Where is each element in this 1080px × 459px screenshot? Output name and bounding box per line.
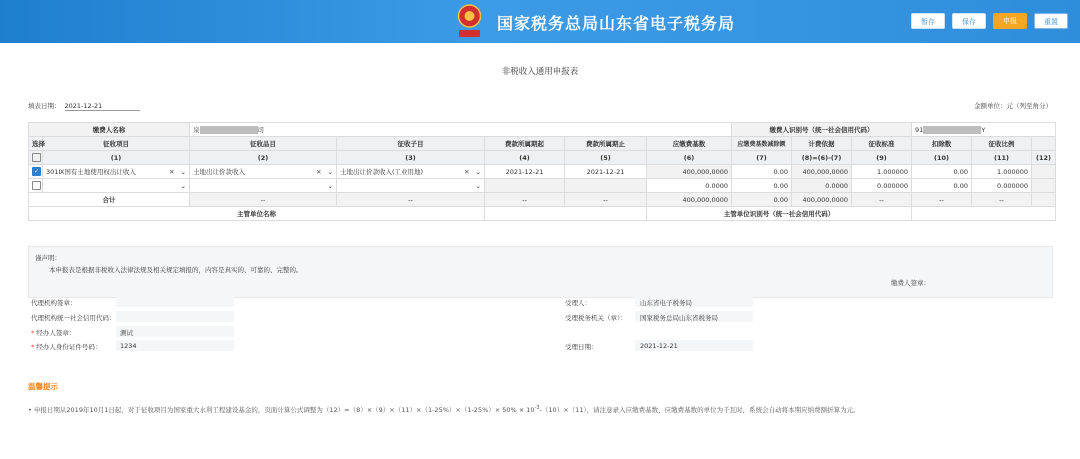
payer-id-label: 缴费人识别号（统一社会信用代码）: [732, 123, 912, 137]
fill-date-input[interactable]: 2021-12-21: [65, 102, 140, 111]
handler-signature-row: [31, 328, 75, 337]
subitem-select[interactable]: [337, 165, 485, 179]
page-title: 非税收入通用申报表: [501, 67, 579, 77]
handler-id-row: [31, 342, 101, 351]
base-input[interactable]: 0.0000: [647, 179, 732, 193]
total-row: [29, 193, 1056, 207]
payer-name-value: [190, 123, 732, 137]
handler-signature-value: 测试: [120, 329, 133, 337]
row-checkbox[interactable]: [29, 165, 43, 179]
period-start-input[interactable]: 2021-12-21: [485, 165, 565, 179]
standard-value: 0.000000: [852, 179, 912, 193]
chevron-down-icon: ⌄: [327, 167, 333, 176]
deduct-value: 0.00: [912, 179, 972, 193]
handler-signature-label: 经办人签章：: [36, 329, 76, 337]
competent-unit-id-value: [912, 207, 1056, 221]
col-header: 应缴费基数减除额: [732, 137, 792, 151]
top-banner: [0, 0, 1080, 43]
receive-date-label: 受理日期：: [565, 343, 598, 351]
declaration-text: 本申报表是根据非税收入法律法规及相关规定填报的，内容是真实的、可靠的、完整的。: [49, 266, 303, 274]
declaration-table: [28, 122, 1056, 221]
payer-signature-label: 缴费人签章：: [891, 279, 930, 287]
col-header: 费款所属期止: [565, 137, 647, 151]
col-number: (9): [852, 151, 912, 165]
site-title: 国家税务总局山东省电子税务局: [497, 14, 736, 33]
col-header: 计费依据: [792, 137, 852, 151]
col-number: (3): [337, 151, 485, 165]
total-basis: 400,000,0000: [792, 193, 852, 207]
col-header: 应缴费基数: [647, 137, 732, 151]
redacted-block: [200, 126, 258, 134]
payer-id-prefix: 91: [915, 125, 924, 134]
check-icon: ✓: [33, 168, 40, 175]
col-header: 征收子目: [337, 137, 485, 151]
required-marker: *: [31, 343, 37, 351]
amount-unit: 金额单位：元（列至角分）: [974, 102, 1052, 110]
subitem-select[interactable]: [337, 179, 485, 193]
deduction-input[interactable]: 0.00: [732, 165, 792, 179]
required-marker: *: [31, 329, 37, 337]
ratio-value: 1.000000: [972, 165, 1032, 179]
payer-id-value: [912, 123, 1056, 137]
dash: --: [852, 193, 912, 207]
chevron-down-icon: ⌄: [327, 181, 333, 190]
handler-id-label: 经办人身份证件号码：: [36, 343, 102, 351]
competent-unit-label: 主管单位名称: [29, 207, 485, 221]
dash: --: [912, 193, 972, 207]
payer-name-suffix: 司: [257, 126, 264, 134]
receiver-value: 山东省电子税务局: [640, 299, 692, 307]
category-select-value: 土地出让价款收入: [193, 168, 245, 176]
handler-id-value: 1234: [120, 342, 137, 350]
fill-date: [28, 101, 140, 111]
col-number: (7): [732, 151, 792, 165]
handler-signature-input[interactable]: [116, 326, 234, 337]
col-number: (4): [485, 151, 565, 165]
clear-icon[interactable]: ✕: [316, 167, 322, 176]
basis-value: 400,000,0000: [792, 165, 852, 179]
dash: --: [485, 193, 565, 207]
chevron-down-icon: ⌄: [475, 181, 481, 190]
tax-emblem-icon: [456, 3, 483, 39]
tips-exponent: -3: [534, 405, 540, 411]
tips-text-part: -（10）×（11），请注意录入应缴费基数，应缴费基数的单位为千瓦时，系统会自动将本期应纳费额折算为元。: [539, 406, 860, 415]
col-header: 选择: [29, 137, 43, 151]
dash: --: [972, 193, 1032, 207]
dash: --: [565, 193, 647, 207]
tips-heading: 温馨提示: [28, 382, 58, 391]
payer-id-suffix: Y: [981, 125, 986, 134]
chevron-down-icon: ⌄: [475, 167, 481, 176]
col-number: (2): [190, 151, 337, 165]
total-deduction: 0.00: [732, 193, 792, 207]
col-header: 费款所属期起: [485, 137, 565, 151]
receive-date-value: 2021-12-21: [640, 342, 678, 350]
declaration-box: [28, 246, 1053, 298]
declaration-title: 谨声明：: [35, 254, 61, 262]
category-select[interactable]: [190, 165, 337, 179]
payer-name-prefix: 泉: [193, 126, 200, 134]
redacted-block: [923, 126, 981, 134]
dash: --: [337, 193, 485, 207]
reset-button[interactable]: 重置: [1034, 13, 1068, 29]
item-select[interactable]: [43, 165, 190, 179]
item-select[interactable]: [43, 179, 190, 193]
col-number: (5): [565, 151, 647, 165]
clear-icon[interactable]: ✕: [169, 167, 175, 176]
period-start-input[interactable]: [485, 179, 565, 193]
receiving-org-value: 国家税务总局山东省税务局: [640, 314, 718, 322]
base-input[interactable]: 400,000,0000: [647, 165, 732, 179]
col-header: 扣除数: [912, 137, 972, 151]
period-end-input[interactable]: [565, 179, 647, 193]
payer-name-label: 缴费人名称: [29, 123, 190, 137]
agency-credit-code-input[interactable]: [116, 311, 234, 322]
tips-text-part: 申报日期从2019年10月1日起，对于征收项目为国家重大水利工程建设基金的，页面计算公式调整为（12）=（8）×（9）×（11）×（1-25%）×（1-25%）× 50% × 10: [33, 406, 535, 415]
table-row: [29, 165, 1056, 179]
col-number: (1): [43, 151, 190, 165]
col-header: 征收比例: [972, 137, 1032, 151]
ratio-value: 0.000000: [972, 179, 1032, 193]
table-row: [29, 179, 1056, 193]
competent-unit-id-label: 主管单位识别号（统一社会信用代码）: [647, 207, 912, 221]
col-number: (8)=(6)-(7): [792, 151, 852, 165]
agency-signature-label: 代理机构签章：: [31, 299, 77, 307]
col-number: (10): [912, 151, 972, 165]
agency-credit-code-label: 代理机构统一社会信用代码：: [31, 314, 116, 322]
col-header: [1032, 137, 1056, 151]
draft-save-button[interactable]: 暂存: [911, 13, 945, 29]
standard-value: 1.000000: [852, 165, 912, 179]
col-number: (12): [1032, 151, 1056, 165]
receiving-org-label: 受理税务机关（章）：: [565, 314, 627, 322]
col-header: 征收品目: [190, 137, 337, 151]
submit-declaration-button[interactable]: 申报: [993, 13, 1027, 29]
save-button[interactable]: 保存: [952, 13, 986, 29]
deduction-input[interactable]: 0.00: [732, 179, 792, 193]
row-checkbox[interactable]: [29, 179, 43, 193]
competent-unit-value: [485, 207, 647, 221]
fill-date-label: 填表日期：: [28, 102, 61, 110]
agency-signature-field[interactable]: [116, 296, 234, 307]
chevron-down-icon: ⌄: [180, 167, 186, 176]
col-header: 征收项目: [43, 137, 190, 151]
col-number: (11): [972, 151, 1032, 165]
total-base: 400,000,0000: [647, 193, 732, 207]
select-all-checkbox[interactable]: [29, 151, 43, 165]
agent-section: [28, 296, 1051, 356]
period-end-input[interactable]: 2021-12-21: [565, 165, 647, 179]
dash: --: [190, 193, 337, 207]
total-label: 合计: [29, 193, 190, 207]
item-select-value: 301Ⅸ国有土地使用权出让收入: [46, 168, 136, 176]
col-header: 征收标准: [852, 137, 912, 151]
col-number: (6): [647, 151, 732, 165]
chevron-down-icon: ⌄: [180, 181, 186, 190]
receiver-label: 受理人：: [565, 299, 591, 307]
clear-icon[interactable]: ✕: [464, 167, 470, 176]
tips-text: • 申报日期从2019年10月1日起，对于征收项目为国家重大水利工程建设基金的，页面计算公式调整为$(12)=(8)\times(9)\times(11)\times(1-25\%)\times(1-25\%)\times 50\% \times 10^{-3}-(10)\times(11)$，请注意录入应缴费基数，应缴费基数的单位为千瓦时，系统会自动将本期应纳费额折算为元。: [28, 405, 860, 415]
basis-value: 0.0000: [792, 179, 852, 193]
category-select[interactable]: [190, 179, 337, 193]
deduct-value: 0.00: [912, 165, 972, 179]
subitem-select-value: 土地出让价款收入(工业用地): [340, 168, 424, 176]
